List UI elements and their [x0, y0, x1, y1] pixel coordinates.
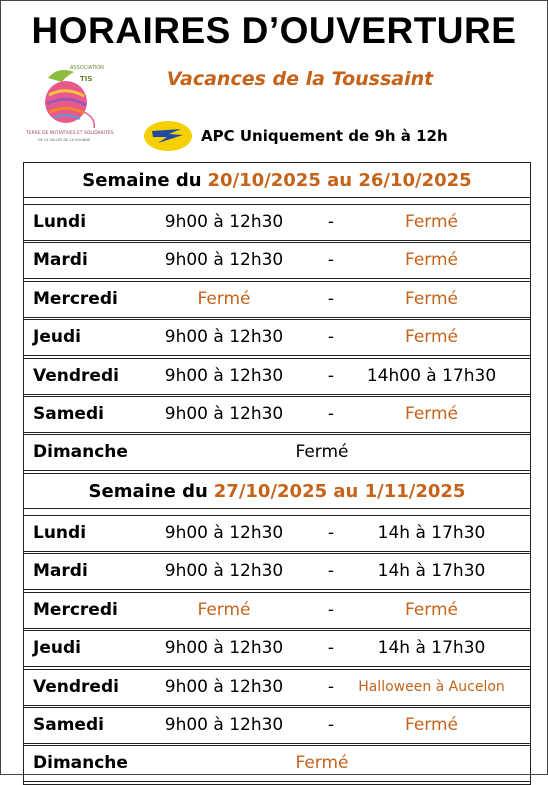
morning-hours: Fermé — [197, 288, 251, 309]
week-prefix: Semaine du — [82, 169, 202, 191]
afternoon-hours: 14h à 17h30 — [377, 638, 486, 659]
afternoon-hours: Halloween à Aucelon — [358, 678, 505, 695]
separator-dash: - — [327, 212, 335, 232]
morning-hours: 9h00 à 12h30 — [164, 250, 284, 271]
week-header — [24, 474, 530, 509]
day-label: Vendredi — [33, 676, 119, 697]
svg-text:TERRE DE INITIATIVES ET SOLIDA: TERRE DE INITIATIVES ET SOLIDARITÉS — [26, 131, 114, 136]
day-row — [24, 242, 530, 279]
afternoon-hours: Fermé — [404, 327, 459, 348]
separator-dash: - — [327, 599, 335, 620]
day-row — [24, 434, 530, 471]
day-row — [24, 592, 530, 629]
apc-info — [143, 118, 448, 154]
day-label: Jeudi — [33, 327, 81, 348]
week-dates: 27/10/2025 au 1/11/2025 — [213, 480, 466, 502]
morning-hours: 9h00 à 12h30 — [164, 676, 284, 697]
day-label: Lundi — [33, 523, 87, 543]
separator-dash: - — [327, 365, 335, 386]
day-label: Mardi — [33, 561, 88, 582]
morning-hours: 9h00 à 12h30 — [164, 212, 284, 232]
morning-hours: 9h00 à 12h30 — [164, 638, 284, 659]
day-label: Samedi — [33, 714, 104, 735]
day-label: Jeudi — [33, 638, 81, 659]
day-row — [24, 204, 530, 241]
day-row — [24, 515, 530, 552]
day-row — [24, 396, 530, 433]
day-row — [24, 553, 530, 590]
fullday-hours: Fermé — [295, 442, 349, 463]
morning-hours: 9h00 à 12h30 — [164, 561, 284, 582]
day-label: Mardi — [33, 250, 88, 271]
day-label: Dimanche — [33, 753, 128, 774]
separator-dash: - — [327, 638, 335, 659]
day-label: Dimanche — [33, 442, 128, 463]
separator-dash: - — [327, 561, 335, 582]
day-row — [24, 669, 530, 706]
day-label: Mercredi — [33, 288, 118, 309]
separator-dash: - — [327, 403, 335, 424]
separator-dash: - — [327, 288, 335, 309]
afternoon-hours: 14h à 17h30 — [377, 523, 486, 543]
day-row — [24, 745, 530, 782]
day-row — [24, 630, 530, 667]
day-row — [24, 358, 530, 395]
page-title: HORAIRES D’OUVERTURE — [31, 10, 517, 51]
morning-hours: 9h00 à 12h30 — [164, 403, 284, 424]
day-label: Lundi — [33, 212, 87, 232]
afternoon-hours: 14h à 17h30 — [377, 561, 486, 582]
separator-dash: - — [327, 250, 335, 271]
day-label: Mercredi — [33, 599, 118, 620]
association-logo — [24, 62, 116, 146]
afternoon-hours: Fermé — [404, 288, 459, 309]
day-row — [24, 281, 530, 318]
afternoon-hours: Fermé — [404, 403, 459, 424]
week-table-1 — [23, 162, 531, 474]
day-row — [24, 319, 530, 356]
afternoon-hours: Fermé — [404, 714, 459, 735]
week-dates: 20/10/2025 au 26/10/2025 — [207, 169, 472, 191]
afternoon-hours: Fermé — [404, 599, 459, 620]
la-poste-logo-icon — [143, 119, 193, 153]
svg-text:ASSOCIATION: ASSOCIATION — [70, 65, 104, 71]
day-label: Vendredi — [33, 365, 119, 386]
afternoon-hours: Fermé — [404, 250, 459, 271]
separator-dash: - — [327, 327, 335, 348]
svg-text:DE LA VALLÉE DE LA ROANNE: DE LA VALLÉE DE LA ROANNE — [38, 138, 91, 142]
morning-hours: 9h00 à 12h30 — [164, 327, 284, 348]
separator-dash: - — [327, 676, 335, 697]
morning-hours: 9h00 à 12h30 — [164, 714, 284, 735]
day-row — [24, 707, 530, 744]
day-label: Samedi — [33, 403, 104, 424]
week-table-2 — [23, 473, 531, 785]
week-prefix: Semaine du — [88, 480, 208, 502]
morning-hours: 9h00 à 12h30 — [164, 523, 284, 543]
fullday-hours: Fermé — [295, 753, 349, 774]
week-header — [24, 163, 530, 198]
svg-text:TIS: TIS — [80, 75, 93, 83]
apc-text: APC Uniquement de 9h à 12h — [201, 127, 448, 145]
subtitle: Vacances de la Toussaint — [166, 68, 434, 90]
separator-dash: - — [327, 714, 335, 735]
separator-dash: - — [327, 523, 335, 543]
afternoon-hours: Fermé — [404, 212, 459, 232]
morning-hours: 9h00 à 12h30 — [164, 365, 284, 386]
afternoon-hours: 14h00 à 17h30 — [366, 365, 497, 386]
morning-hours: Fermé — [197, 599, 251, 620]
